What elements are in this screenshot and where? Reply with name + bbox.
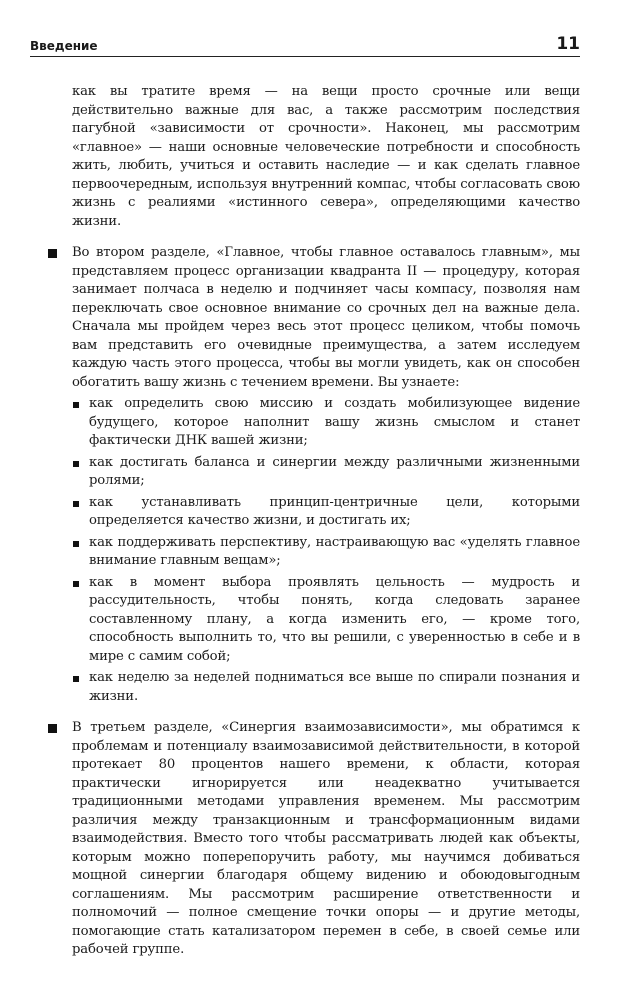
section-two-text: Во втором разделе, «Главное, чтобы главное оставалось главным», мы представляем процесс организации квадранта II — процедуру, которая занимает полчаса в неделю и подчиняет часы компасу, позволяя нам переключать свое основное внимание со срочных дел на важные дела. Сначала мы пройдем через весь этот процесс целиком, чтобы помочь вам представить его очевидные преимущества, а затем исследуем каждую часть этого процесса, чтобы вы могли увидеть, как он способен обогатить вашу жизнь с течением времени. Вы узнаете: (72, 245, 580, 390)
section-three-text: В третьем разделе, «Синергия взаимозависимости», мы обратимся к проблемам и потенциалу взаимозависимой действительности, в которой протекает 80 процентов нашего времени, к области, которая практически игнорируется или неадекватно учитывается традиционными методами управления временем. Мы рассмотрим различия между транзакционным и трансформационным видами взаимодействия. Вместо того чтобы рассматривать людей как объекты, которым можно поперепоручить работу, мы научимся добиваться мощной синергии благодаря общему видению и обоюдовыгодным соглашениям. Мы рассмотрим расширение ответственности и полномочий — полное смещение точки опоры — и другие методы, помогающие стать катализатором перемен в себе, в своей семье или рабочей группе. (72, 720, 580, 957)
section-two-bullet (72, 244, 580, 706)
list-item: как определить свою миссию и создать мобилизующее видение будущего, которое наполнит вашу жизнь смыслом и станет фактически ДНК вашей жизни; (72, 395, 580, 451)
section-three-bullet (72, 719, 580, 960)
list-item: как неделю за неделей подниматься все выше по спирали познания и жизни. (72, 669, 580, 706)
page-header (30, 32, 580, 57)
page-body (72, 83, 580, 960)
list-item: как устанавливать принцип-центричные цели, которыми определяется качество жизни, и достигать их; (72, 494, 580, 531)
intro-paragraph: как вы тратите время — на вещи просто срочные или вещи действительно важные для вас, а также рассмотрим последствия пагубной «зависимости от срочности». Наконец, мы рассмотрим «главное» — наши основные человеческие потребности и способность жить, любить, учиться и оставить наследие — и как сделать главное первоочередным, используя внутренний компас, чтобы согласовать свою жизнь с реалиями «истинного севера», определяющими качество жизни. (72, 84, 580, 229)
list-item: как поддерживать перспективу, настраивающую вас «уделять главное внимание главным вещам»; (72, 534, 580, 571)
section-title: Введение (30, 39, 98, 53)
list-item: как достигать баланса и синергии между различными жизненными ролями; (72, 454, 580, 491)
page-number: 11 (556, 34, 580, 54)
list-item: как в момент выбора проявлять цельность — мудрость и рассудительность, чтобы понять, когда следовать заранее составленному плану, а когда изменить его, — кроме того, способность выполнить то, что вы решили, с уверенностью в себе и в мире с самим собой; (72, 574, 580, 667)
section-two-list (72, 395, 580, 706)
